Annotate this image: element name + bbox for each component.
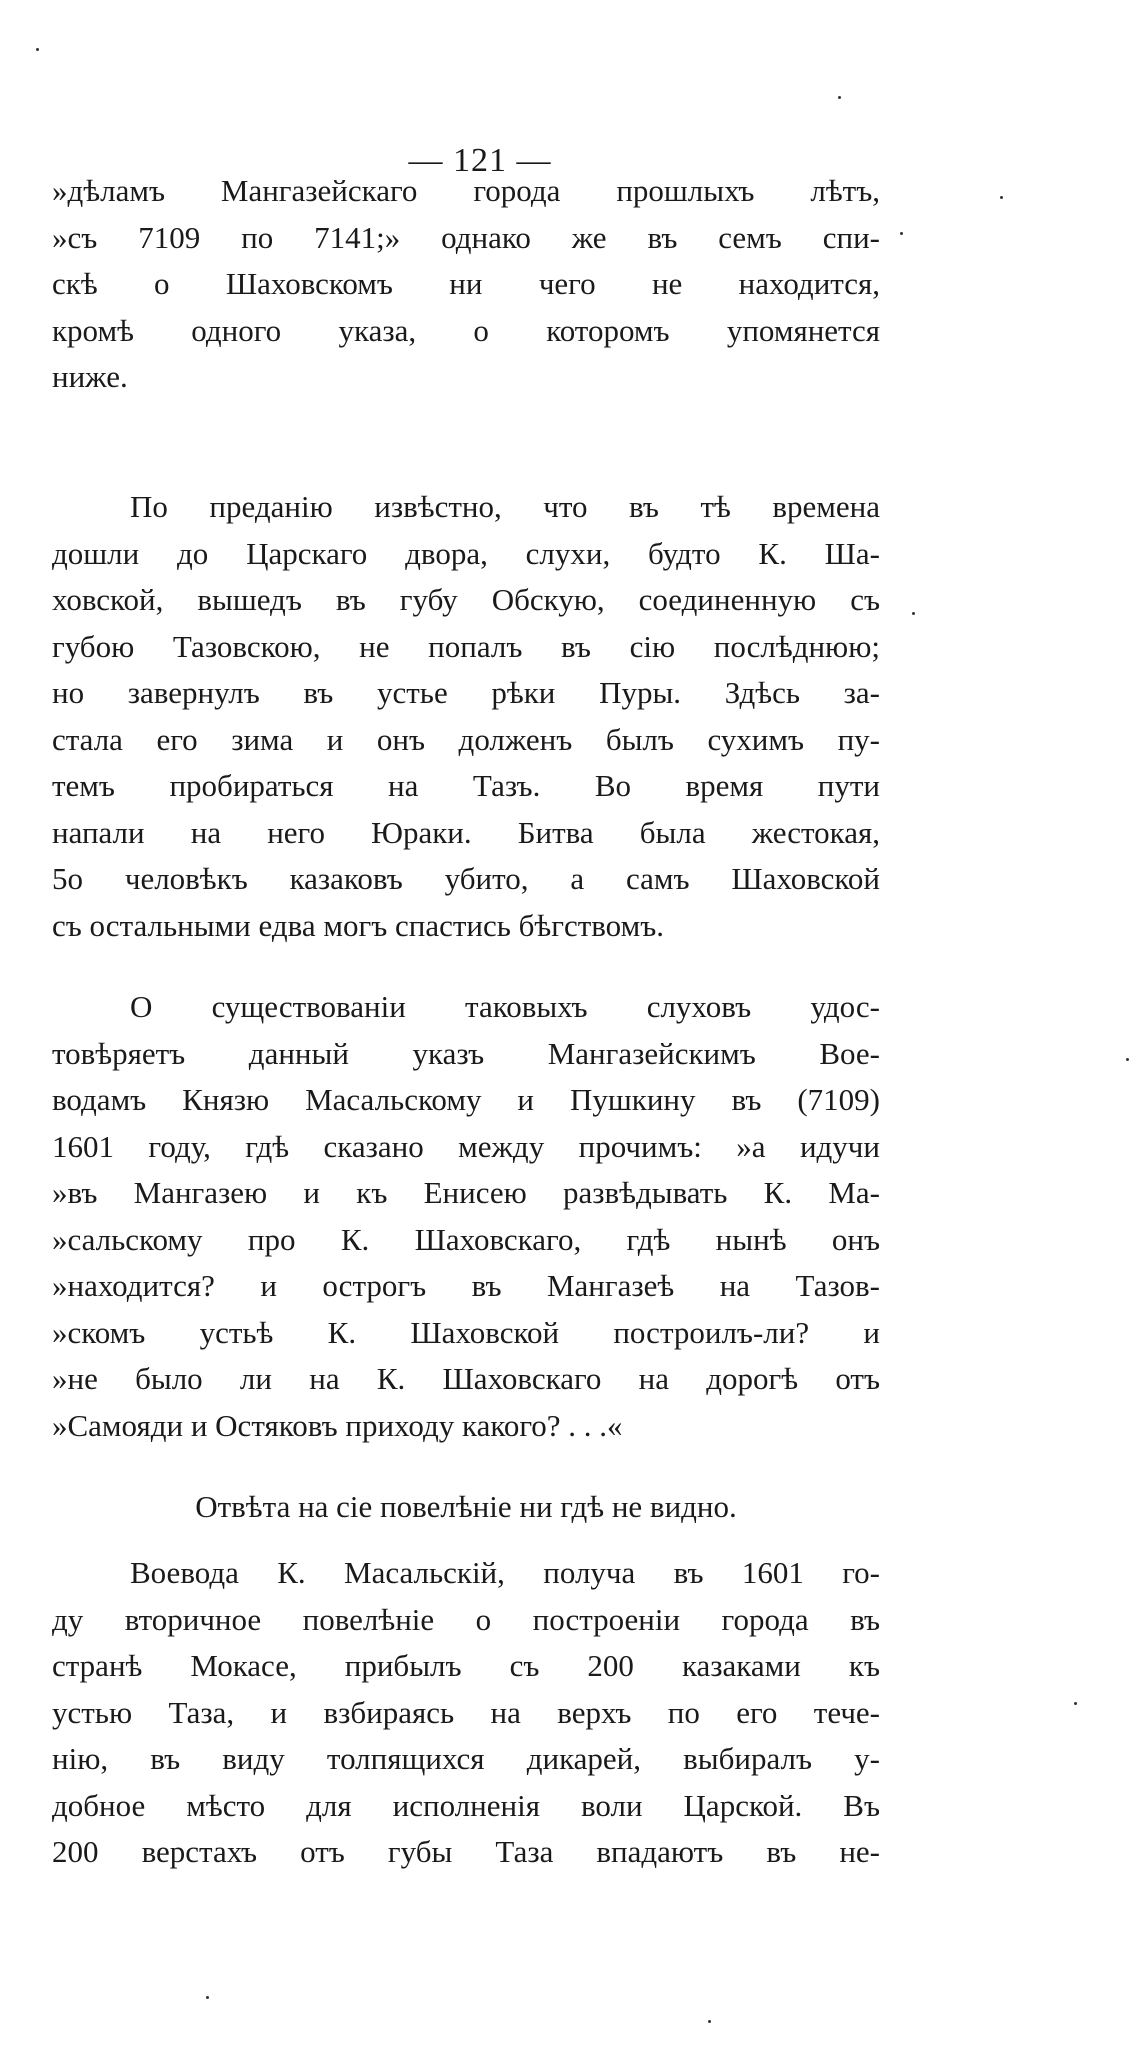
- text-line: По преданію извѣстно, что въ тѣ времена: [130, 489, 880, 524]
- page-number: — 121 —: [408, 142, 552, 179]
- scan-speck: [912, 612, 915, 615]
- text-line: ниже.: [52, 359, 128, 394]
- paragraph-3: [52, 984, 880, 1449]
- scan-speck: [1074, 1702, 1077, 1705]
- text-line: стала его зима и онъ долженъ былъ сухимъ пу-: [52, 721, 880, 757]
- text-line: скѣ о Шаховскомъ ни чего не находится,: [52, 266, 880, 301]
- text-line: устью Таза, и взбираясь на верхъ по его тече-: [52, 1694, 880, 1730]
- text-line: »не было ли на К. Шаховскаго на дорогѣ отъ: [52, 1361, 880, 1396]
- text-line: Воевода К. Масальскій, получа въ 1601 го-: [130, 1555, 880, 1590]
- scan-speck: [36, 48, 39, 51]
- text-line: »Самояди и Остяковъ приходу какого? . . .«: [52, 1407, 623, 1443]
- text-line: водамъ Князю Масальскому и Пушкину въ (7109): [52, 1082, 880, 1117]
- text-line: добное мѣсто для исполненія воли Царской. Въ: [52, 1787, 880, 1823]
- text-line: губою Тазовскою, не попалъ въ сію послѣднюю;: [52, 628, 880, 664]
- text-line: ду вторичное повелѣніе о построеніи города въ: [52, 1601, 880, 1637]
- paragraph-2: [52, 484, 880, 949]
- paragraph-4: [52, 1550, 880, 1876]
- text-line: »съ 7109 по 7141;» однако же въ семъ спи-: [52, 219, 880, 255]
- centered-line: Отвѣта на сіе повелѣніе ни гдѣ не видно.: [195, 1489, 737, 1524]
- text-line: кромѣ одного указа, о которомъ упомянется: [52, 312, 880, 348]
- text-line: »скомъ устьѣ К. Шаховской построилъ-ли? и: [52, 1314, 880, 1350]
- scan-speck: [838, 96, 841, 99]
- text-line: 200 верстахъ отъ губы Таза впадаютъ въ не-: [52, 1834, 880, 1869]
- text-line: 1601 году, гдѣ сказано между прочимъ: »а идучи: [52, 1128, 880, 1164]
- text-line: странѣ Мокасе, прибылъ съ 200 казаками къ: [52, 1648, 880, 1683]
- scan-speck: [206, 1996, 209, 1999]
- scan-speck: [900, 232, 903, 235]
- text-line: съ остальными едва могъ спастись бѣгствомъ.: [52, 907, 664, 943]
- text-line: »находится? и острогъ въ Мангазеѣ на Тазов-: [52, 1268, 880, 1303]
- text-line: »дѣламъ Мангазейскаго города прошлыхъ лѣтъ,: [52, 173, 880, 208]
- scan-speck: [708, 2020, 711, 2023]
- text-line: 5о человѣкъ казаковъ убито, а самъ Шаховской: [52, 861, 880, 896]
- text-line: »въ Мангазею и къ Енисею развѣдывать К. Ма-: [52, 1175, 880, 1210]
- text-line: но завернулъ въ устье рѣки Пуры. Здѣсь за-: [52, 675, 880, 710]
- scan-speck: [1000, 196, 1003, 199]
- text-line: О существованіи таковыхъ слуховъ удос-: [130, 989, 880, 1024]
- text-line: »сальскому про К. Шаховскаго, гдѣ нынѣ онъ: [52, 1221, 880, 1257]
- text-line: ховской, вышедъ въ губу Обскую, соединенную съ: [52, 582, 880, 617]
- text-line: нію, въ виду толпящихся дикарей, выбиралъ у-: [52, 1741, 880, 1776]
- text-line: товѣряетъ данный указъ Мангазейскимъ Вое-: [52, 1035, 880, 1071]
- text-line: темъ пробираться на Тазъ. Во время пути: [52, 768, 880, 803]
- paragraph-1: [52, 168, 880, 401]
- text-line: напали на него Юраки. Битва была жестокая,: [52, 814, 880, 850]
- scan-speck: [1126, 1058, 1129, 1061]
- text-line: дошли до Царскаго двора, слухи, будто К. Ша-: [52, 535, 880, 571]
